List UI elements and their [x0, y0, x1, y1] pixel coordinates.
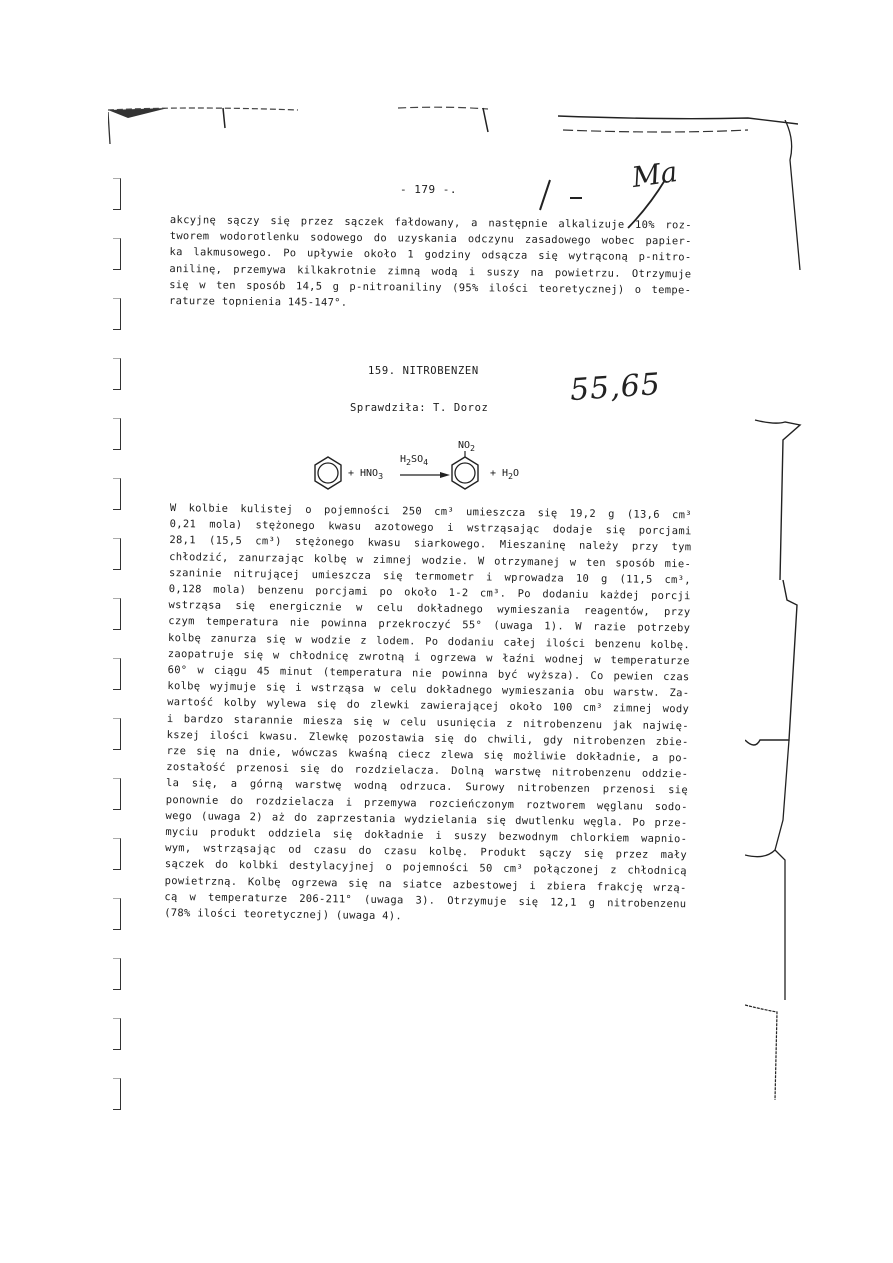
text-line: W kolbie kulistej o pojemności 250 cm³ umieszcza się 19,2 g (13,6 cm³ — [169, 501, 692, 522]
catalyst-subscript: 4 — [423, 457, 429, 467]
text-line: kszej ilości kwasu. Zlewkę pozostawia się do chwili, gdy nitrobenzen zbie- — [166, 728, 689, 749]
binding-mark — [113, 898, 121, 930]
binding-mark — [113, 778, 121, 810]
text-line: zostałość przenosi się do rozdzielacza. Dolną warstwę nitrobenzenu oddzie- — [166, 761, 689, 781]
text-line: chłodzić, zanurzając kolbę w zimnej wodzie. W otrzymanej w ten sposób mie- — [169, 550, 692, 570]
text-line: zaopatruje się w chłodnicę zwrotną i ogrzewa w łaźni wodnej w temperaturze — [167, 647, 690, 668]
text-line: anilinę, przemywa kilkakrotnie zimną wodą i suszy na powietrzu. Otrzymuje — [169, 262, 692, 281]
text-line: myciu produkt oddziela się dokładnie i suszy bezwodnym chlorkiem wapnio- — [165, 826, 688, 846]
text-line: akcyjnę sączy się przez sączek fałdowany, a następnie alkalizuje 10% roz- — [169, 213, 692, 232]
binding-mark — [113, 358, 121, 390]
text-line: cą w temperaturze 206-211° (uwaga 3). Otrzymuje się 12,1 g nitrobenzenu — [164, 890, 687, 911]
reagent-formula: HNO — [360, 468, 379, 479]
text-line: 28,1 (15,5 cm³) stężonego kwasu siarkowego. Mieszaninę należy przy tym — [169, 534, 692, 554]
binding-mark — [113, 1078, 121, 1110]
text-line: wego (uwaga 2) aż do zaprzestania wydzielania się dwutlenku węgla. Po prze- — [165, 809, 688, 830]
reagent — [360, 468, 383, 481]
handwritten-initials: Ma — [629, 155, 680, 194]
text-line: się w ten sposób 14,5 g p-nitroaniliny (95% ilości teoretycznej) o tempe- — [169, 278, 692, 297]
plus-sign: + — [348, 468, 355, 479]
text-line: sączek do kolbki destylacyjnej o pojemności 50 cm³ połączonej z chłodnicą — [164, 858, 687, 878]
text-line: 0,128 mola) benzenu porcjami po około 1-2 cm³. Po dodaniu każdej porcji — [168, 583, 691, 603]
text-line: tworem wodorotlenku sodowego do uzyskania odczynu zasadowego wobec papier- — [169, 230, 692, 248]
binding-mark — [113, 298, 121, 330]
binding-mark — [113, 238, 121, 270]
text-line: 60° w ciągu 45 minut (temperatura nie powinna być wyższa). Co pewien czas — [167, 664, 690, 684]
water-h: H — [502, 468, 509, 479]
water-o: O — [513, 468, 520, 479]
checked-by: Sprawdziła: T. Doroz — [350, 402, 489, 414]
plus-sign: + — [490, 468, 497, 479]
nitro-group — [458, 440, 475, 453]
text-line: powietrzną. Kolbę ogrzewa się na siatce azbestowej i zbiera frakcję wrzą- — [164, 874, 687, 894]
handwritten-number: 55,65 — [568, 366, 663, 409]
text-line: raturze topnienia 145-147°. — [169, 295, 348, 309]
catalyst-h: H — [400, 454, 407, 465]
text-line: (78% ilości teoretycznej) (uwaga 4). — [164, 907, 403, 923]
text-line: i bardzo starannie miesza się w celu usunięcia z nitrobenzenu jak najwię- — [166, 712, 689, 732]
water-subscript: 2 — [508, 471, 514, 481]
reaction-scheme — [300, 440, 560, 500]
benzene-ring-icons — [300, 440, 560, 500]
text-line: szaninie nitrującej umieszcza się termometr i wprowadza 10 g (11,5 cm³, — [168, 566, 692, 587]
continuation-paragraph — [169, 212, 692, 315]
catalyst-subscript: 2 — [406, 457, 412, 467]
binding-mark — [113, 658, 121, 690]
text-line: 0,21 mola) stężonego kwasu azotowego i wstrząsając dodaje się porcjami — [169, 518, 692, 538]
binding-mark — [113, 1018, 121, 1050]
section-title: 159. NITROBENZEN — [368, 365, 479, 377]
nitro-subscript: 2 — [470, 443, 476, 453]
binding-mark — [113, 178, 121, 210]
catalyst — [400, 454, 428, 467]
reagent-subscript: 3 — [378, 471, 384, 481]
text-line: la się, a górną warstwę wodną odrzuca. Surowy nitrobenzen przenosi się — [165, 777, 689, 797]
binding-mark — [113, 478, 121, 510]
text-line: czym temperatura nie powinna przekroczyć 55° (uwaga 1). W razie potrzeby — [168, 615, 691, 635]
binding-mark — [113, 958, 121, 990]
catalyst-so: SO — [411, 454, 424, 465]
text-line: wstrząsa się energicznie w celu dokładnego wymieszania reagentów, przy — [168, 599, 691, 619]
binding-mark — [113, 718, 121, 750]
procedure-paragraph — [164, 500, 692, 929]
text-line: kolbę wyjmuje się i wstrząsa w celu dokładnego wymieszania obu warstw. Za- — [167, 680, 690, 700]
text-line: kolbę zanurza się w wodzie z lodem. Po dodaniu całej ilości benzenu kolbę. — [167, 631, 691, 651]
text-line: wym, wstrząsając od czasu do czasu kolbę. Produkt sączy się przez mały — [165, 842, 688, 862]
scan-edge-artifact — [108, 104, 798, 144]
byproduct — [502, 468, 519, 481]
binding-mark — [113, 598, 121, 630]
text-line: ponownie do rozdzielacza i przemywa rozcieńczonym roztworem węglanu sodo- — [165, 793, 688, 813]
text-line: rze się na dnie, wówczas kwaśną ciecz zlewa się możliwie dokładnie, a po- — [166, 745, 689, 765]
binding-mark — [113, 838, 121, 870]
scan-edge-artifact — [745, 120, 825, 1100]
text-line: ka lakmusowego. Po upływie około 1 godziny odsącza się wytrąconą p-nitro- — [169, 246, 692, 264]
text-line: wartość kolby wylewa się do zlewki zawierającej około 100 cm³ zimnej wody — [167, 696, 690, 716]
binding-mark — [113, 538, 121, 570]
page-number: - 179 -. — [400, 183, 457, 196]
binding-mark — [113, 418, 121, 450]
nitro-formula: NO — [458, 440, 471, 451]
